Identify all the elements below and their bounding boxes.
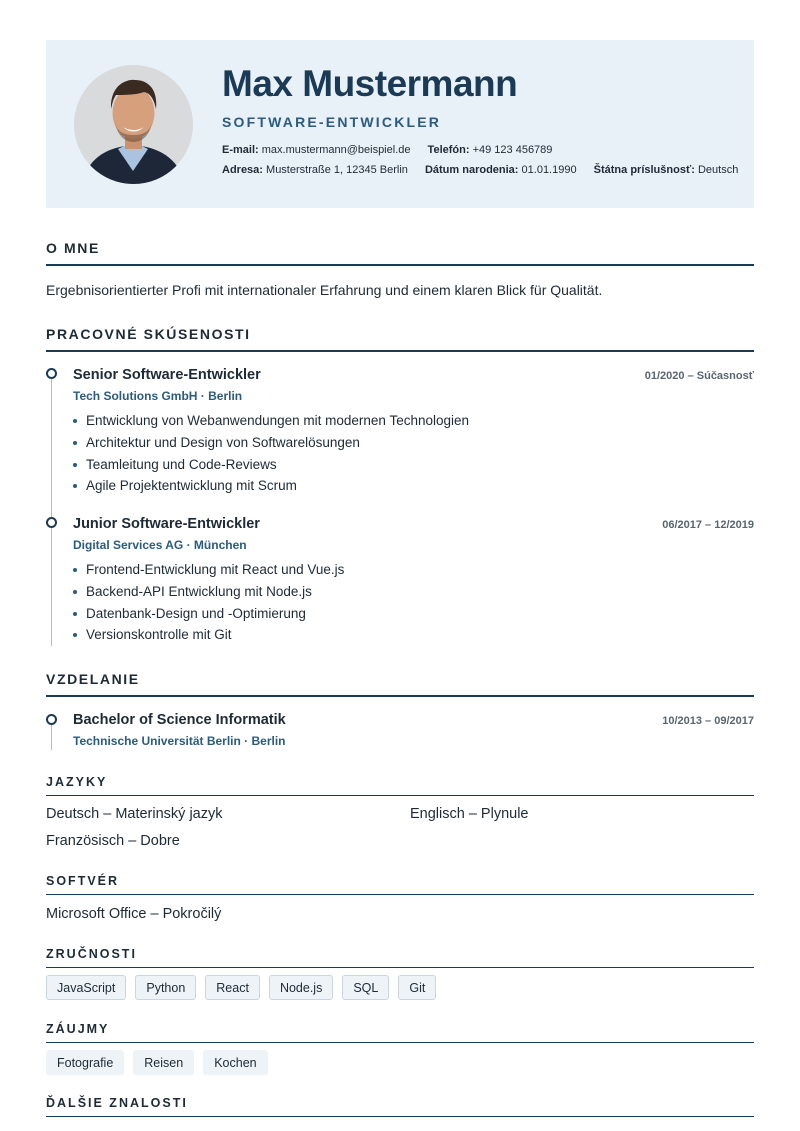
cv-header [46,40,754,208]
experience-bullets [73,410,469,497]
section-heading-further: ĎALŠIE ZNALOSTI [46,1096,754,1117]
language-item: Englisch – Plynule [410,806,529,822]
skill-tag: Node.js [269,975,333,1000]
contact-row-1 [222,144,752,156]
phone-value: +49 123 456789 [472,144,553,156]
experience-company: Digital Services AG · München [73,538,247,552]
experience-title: Junior Software-Entwickler [73,516,260,532]
skill-tag: SQL [342,975,389,1000]
skill-tag: React [205,975,260,1000]
birthdate-label: Dátum narodenia: [424,164,519,176]
skill-tag: JavaScript [46,975,126,1000]
experience-title: Senior Software-Entwickler [73,367,261,383]
phone-label: Telefón: [427,144,470,156]
address-label: Adresa: [222,164,263,176]
timeline-dot [46,517,57,528]
list-item: Backend-API Entwicklung mit Node.js [73,581,344,603]
experience-bullets [73,559,344,646]
profile-photo [74,65,193,184]
skill-tag: Git [398,975,436,1000]
interest-tag: Kochen [203,1050,267,1075]
experience-company: Tech Solutions GmbH · Berlin [73,389,243,403]
contact-row-2 [222,164,752,176]
interest-tags [46,1050,268,1075]
contact-birthdate [425,164,577,176]
section-heading-education: VZDELANIE [46,671,754,697]
contact-nationality [594,164,739,176]
address-value: Musterstraße 1, 12345 Berlin [266,164,408,176]
software-item: Microsoft Office – Pokročilý [46,906,222,922]
education-school: Technische Universität Berlin · Berlin [73,734,286,748]
contact-email[interactable] [222,144,410,156]
timeline-dot [46,368,57,379]
birthdate-value: 01.01.1990 [521,164,577,176]
section-heading-languages: JAZYKY [46,775,754,796]
full-name: Max Mustermann [222,63,518,104]
contact-address [222,164,408,176]
list-item: Versionskontrolle mit Git [73,624,344,646]
list-item: Agile Projektentwicklung mit Scrum [73,475,469,497]
interest-tag: Reisen [133,1050,194,1075]
about-text: Ergebnisorientierter Profi mit internationaler Erfahrung und einem klaren Blick für Qualität. [46,282,603,298]
list-item: Architektur und Design von Softwarelösungen [73,432,469,454]
skills-tags [46,975,436,1000]
language-item: Deutsch – Materinský jazyk [46,806,223,822]
experience-date: 06/2017 – 12/2019 [662,519,754,531]
list-item: Entwicklung von Webanwendungen mit modernen Technologien [73,410,469,432]
skill-tag: Python [135,975,196,1000]
experience-timeline [51,374,52,646]
interest-tag: Fotografie [46,1050,124,1075]
education-title: Bachelor of Science Informatik [73,712,286,728]
section-heading-experience: PRACOVNÉ SKÚSENOSTI [46,326,754,352]
job-title: SOFTWARE-ENTWICKLER [222,114,442,130]
education-date: 10/2013 – 09/2017 [662,715,754,727]
nationality-label: Štátna príslušnosť: [593,164,695,176]
list-item: Frontend-Entwicklung mit React und Vue.js [73,559,344,581]
contact-phone[interactable] [428,144,553,156]
email-value: max.mustermann@beispiel.de [261,144,411,156]
section-heading-skills: ZRUČNOSTI [46,947,754,968]
section-heading-about: O MNE [46,240,754,266]
list-item: Teamleitung und Code-Reviews [73,454,469,476]
email-label: E-mail: [222,144,259,156]
language-item: Französisch – Dobre [46,833,180,849]
section-heading-interests: ZÁUJMY [46,1022,754,1043]
section-heading-software: SOFTVÉR [46,874,754,895]
nationality-value: Deutsch [697,164,739,176]
list-item: Datenbank-Design und -Optimierung [73,603,344,625]
experience-date: 01/2020 – Súčasnosť [644,370,754,382]
timeline-dot [46,714,57,725]
